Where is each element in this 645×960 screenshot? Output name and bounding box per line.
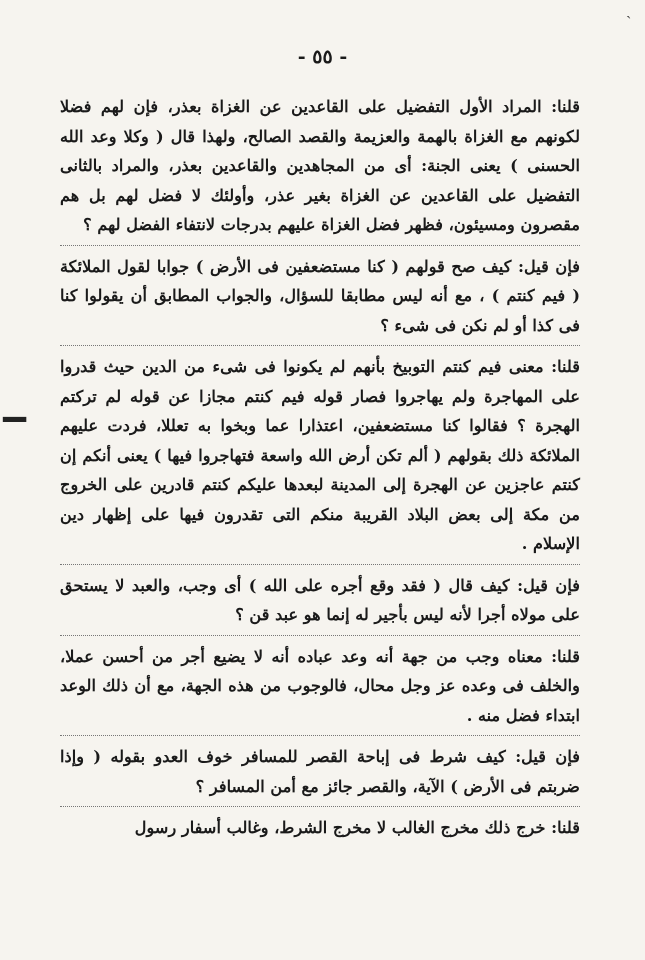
margin-mark: ▬ xyxy=(0,411,30,427)
paragraph-3: قلنا: معنى فيم كنتم التوبيخ بأنهم لم يكونوا فى شىء من الدين حيث قدروا على المهاجرة ولم يهاجروا فصار قوله فيم كنتم مجازا عن قوله لم تركتم الهجرة ؟ فقالوا كنا مستضعفين، اعتذارا عما وبخوا به تعللا، فردت عليهم الملائكة ذلك بقولهم ( ألم تكن أرض الله واسعة فتهاجروا فيها ) يعنى أنكم إن كنتم عاجزين عن الهجرة إلى المدينة لبعدها عليكم كنتم قادرين على الخروج من مكة إلى بعض البلاد القريبة منكم التى تقدرون فيها على إظهار دين الإسلام . xyxy=(60,357,580,553)
paragraph-2: فإن قيل: كيف صح قولهم ( كنا مستضعفين فى الأرض ) جوابا لقول الملائكة ( فيم كنتم ) ، مع أنه ليس مطابقا للسؤال، والجواب المطابق أن يقولوا كنا فى كذا أو لم نكن فى شىء ؟ xyxy=(60,256,580,335)
paragraph-separator xyxy=(60,806,580,807)
paragraph-separator xyxy=(60,564,580,565)
paragraph-separator xyxy=(60,345,580,346)
paragraph-1: قلنا: المراد الأول التفضيل على القاعدين عن الغزاة بعذر، فإن لهم فضلا لكونهم مع الغزاة بالهمة والعزيمة والقصد الصالح، ولهذا قال ( وكلا وعد الله الحسنى ) يعنى الجنة: أى من المجاهدين والقاعدين بعذر، والمراد بالثانى التفضيل على القاعدين عن الغزاة بغير عذر، وأولئك لا فضل لهم بل هم مقصرون ومسيئون، فظهر فضل الغزاة عليهم بدرجات لانتفاء الفضل لهم ؟ xyxy=(60,97,580,234)
paragraph-7: قلنا: خرج ذلك مخرج الغالب لا مخرج الشرط، وغالب أسفار رسول xyxy=(134,818,580,837)
page-number: - ٥٥ - xyxy=(297,46,348,68)
paragraph-separator xyxy=(60,635,580,636)
paragraph-6: فإن قيل: كيف شرط فى إباحة القصر للمسافر خوف العدو بقوله ( وإذا ضربتم فى الأرض ) الآية، والقصر جائز مع أمن المسافر ؟ xyxy=(60,747,580,796)
corner-mark: ˎ xyxy=(626,0,632,19)
paragraph-separator xyxy=(60,245,580,246)
paragraph-5: قلنا: معناه وجب من جهة أنه وعد عباده أنه لا يضيع أجر من أحسن عملا، والخلف فى وعده عز وجل محال، فالوجوب من هذه الجهة، مع أن ذلك الوعد ابتداء فضل منه . xyxy=(60,646,580,725)
paragraph-4: فإن قيل: كيف قال ( فقد وقع أجره على الله ) أى وجب، والعبد لا يستحق على مولاه أجرا لأنه ليس بأجير له إنما هو عبد قن ؟ xyxy=(60,575,580,624)
text-body xyxy=(60,92,580,843)
paragraph-separator xyxy=(60,735,580,736)
